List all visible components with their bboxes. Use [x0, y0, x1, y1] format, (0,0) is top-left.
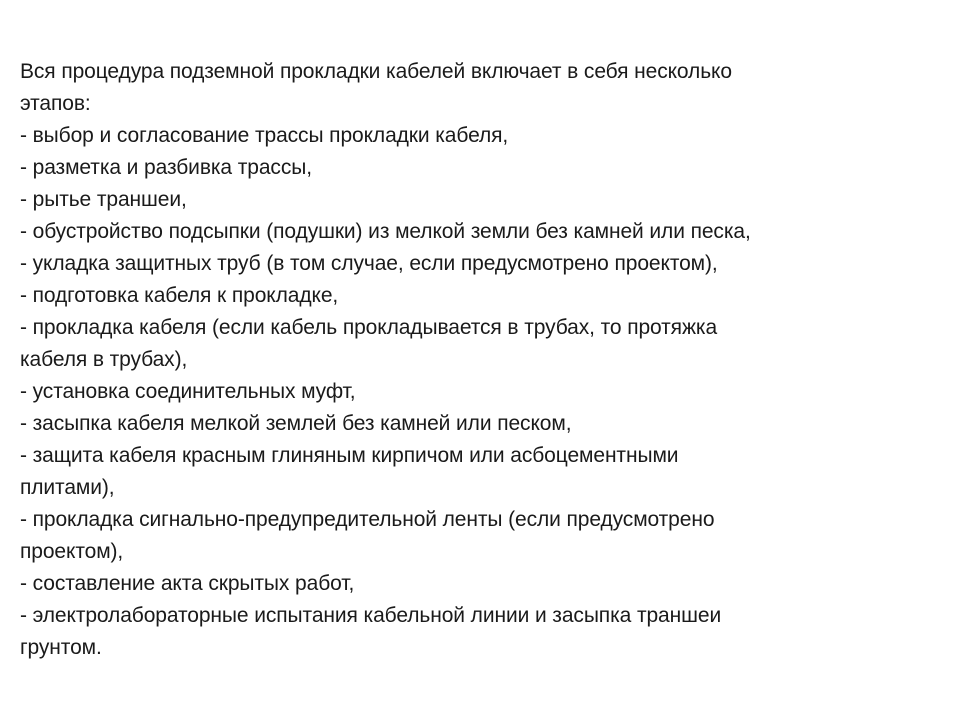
list-item-protection: - защита кабеля красным глиняным кирпичом или асбоцементными [20, 444, 679, 467]
list-item-backfill: - засыпка кабеля мелкой землей без камней или песком, [20, 412, 572, 435]
list-item-warning-tape-cont: проектом), [20, 540, 124, 563]
list-item-bedding: - обустройство подсыпки (подушки) из мелкой земли без камней или песка, [20, 220, 751, 243]
list-item-protection-cont: плитами), [20, 476, 115, 499]
list-item-warning-tape: - прокладка сигнально-предупредительной ленты (если предусмотрено [20, 508, 715, 531]
list-item-cable-preparation: - подготовка кабеля к прокладке, [20, 284, 339, 307]
text-line-intro: Вся процедура подземной прокладки кабелей включает в себя несколько [20, 60, 732, 83]
list-item-route-selection: - выбор и согласование трассы прокладки кабеля, [20, 124, 509, 147]
list-item-cable-laying-cont: кабеля в трубах), [20, 348, 188, 371]
text-line-intro-cont: этапов: [20, 92, 91, 115]
list-item-trench-digging: - рытье траншеи, [20, 188, 187, 211]
slide-text-block [20, 56, 920, 664]
list-item-hidden-works-act: - составление акта скрытых работ, [20, 572, 355, 595]
list-item-lab-testing-cont: грунтом. [20, 636, 102, 659]
list-item-couplings: - установка соединительных муфт, [20, 380, 356, 403]
list-item-cable-laying: - прокладка кабеля (если кабель прокладывается в трубах, то протяжка [20, 316, 718, 339]
list-item-protective-pipes: - укладка защитных труб (в том случае, если предусмотрено проектом), [20, 252, 718, 275]
list-item-lab-testing: - электролабораторные испытания кабельной линии и засыпка траншеи [20, 604, 722, 627]
list-item-route-marking: - разметка и разбивка трассы, [20, 156, 312, 179]
